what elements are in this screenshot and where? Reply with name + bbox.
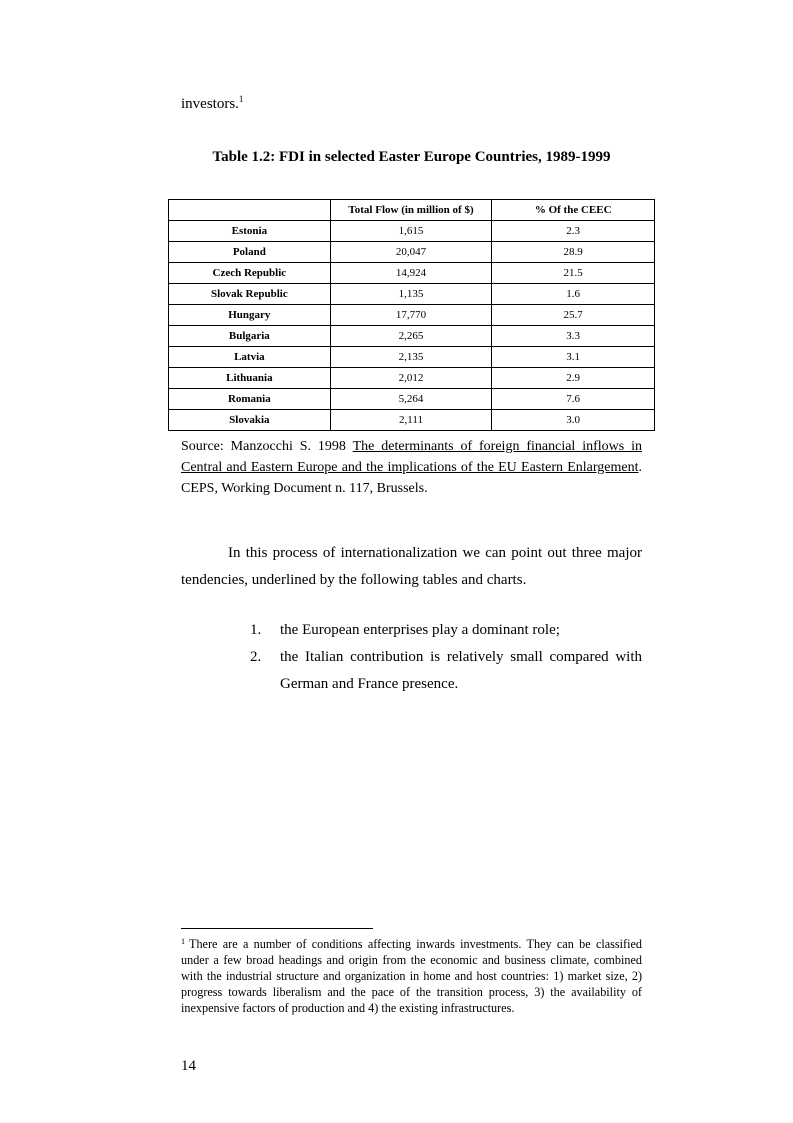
source-suffix: . CEPS, Working Document n. 117, Brussels.	[181, 460, 642, 496]
cell-percent: 28.9	[492, 242, 655, 263]
page-number: 14	[181, 1058, 196, 1074]
cell-percent: 21.5	[492, 263, 655, 284]
cell-country: Lithuania	[169, 368, 331, 389]
cell-flow: 2,012	[330, 368, 492, 389]
table-row	[169, 284, 655, 305]
header-country	[169, 200, 331, 221]
cell-flow: 2,111	[330, 410, 492, 431]
cell-country: Estonia	[169, 221, 331, 242]
footnote-divider	[181, 928, 373, 929]
footnote-text: There are a number of conditions affecting inwards investments. They can be classified under a few broad headings and origin from the economic and business climate, combined with the industrial structure and organization in home and host countries: 1) market size, 2) progress towards liberalism and the pace of the transition process, 3) the availability of inexpensive factors of production and 4) the existing infrastructures.	[181, 937, 642, 1015]
table-row	[169, 326, 655, 347]
list-item	[250, 617, 642, 644]
intro-text	[181, 94, 243, 113]
table-row	[169, 347, 655, 368]
list-number: 1.	[250, 622, 262, 638]
cell-percent: 3.0	[492, 410, 655, 431]
table-row	[169, 305, 655, 326]
cell-flow: 2,135	[330, 347, 492, 368]
cell-country: Czech Republic	[169, 263, 331, 284]
cell-country: Latvia	[169, 347, 331, 368]
footnote	[181, 934, 642, 1016]
cell-flow: 1,135	[330, 284, 492, 305]
cell-country: Hungary	[169, 305, 331, 326]
cell-flow: 14,924	[330, 263, 492, 284]
table-row	[169, 389, 655, 410]
cell-percent: 3.1	[492, 347, 655, 368]
cell-percent: 1.6	[492, 284, 655, 305]
cell-country: Poland	[169, 242, 331, 263]
footnote-number: 1	[181, 937, 185, 946]
list-number: 2.	[250, 649, 262, 665]
cell-percent: 3.3	[492, 326, 655, 347]
cell-country: Slovak Republic	[169, 284, 331, 305]
cell-percent: 2.9	[492, 368, 655, 389]
intro-word: investors.	[181, 96, 239, 112]
table-source	[181, 436, 642, 499]
table-row	[169, 242, 655, 263]
cell-flow: 20,047	[330, 242, 492, 263]
tendency-list	[250, 617, 642, 698]
header-percent: % Of the CEEC	[492, 200, 655, 221]
fdi-table	[168, 199, 655, 431]
cell-percent: 7.6	[492, 389, 655, 410]
cell-flow: 1,615	[330, 221, 492, 242]
table-title: Table 1.2: FDI in selected Easter Europe Countries, 1989-1999	[212, 149, 611, 165]
list-text: the Italian contribution is relatively small compared with German and France presence.	[280, 649, 642, 692]
table-row	[169, 263, 655, 284]
list-text: the European enterprises play a dominant role;	[280, 622, 560, 638]
table-row	[169, 368, 655, 389]
table-row	[169, 221, 655, 242]
list-item	[250, 644, 642, 698]
cell-flow: 5,264	[330, 389, 492, 410]
cell-flow: 2,265	[330, 326, 492, 347]
header-total-flow: Total Flow (in million of $)	[330, 200, 492, 221]
table-row	[169, 410, 655, 431]
cell-country: Slovakia	[169, 410, 331, 431]
body-paragraph: In this process of internationalization we can point out three major tendencies, underlined by the following tables and charts.	[181, 545, 642, 588]
cell-percent: 25.7	[492, 305, 655, 326]
cell-percent: 2.3	[492, 221, 655, 242]
source-title: The determinants of foreign financial inflows in Central and Eastern Europe and the implications of the EU Eastern Enlargement	[181, 439, 643, 475]
cell-flow: 17,770	[330, 305, 492, 326]
source-prefix: Source: Manzocchi S. 1998	[181, 439, 353, 454]
footnote-ref[interactable]: 1	[238, 94, 244, 104]
cell-country: Bulgaria	[169, 326, 331, 347]
cell-country: Romania	[169, 389, 331, 410]
table-header-row	[169, 200, 655, 221]
